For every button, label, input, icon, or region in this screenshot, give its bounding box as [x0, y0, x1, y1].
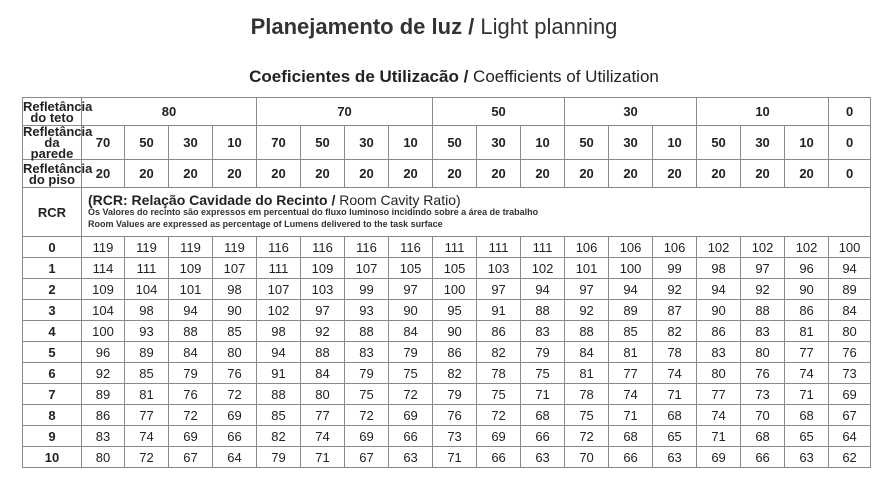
table-cell: 109 [301, 258, 345, 279]
table-cell: 104 [125, 279, 169, 300]
rcr-value: 5 [23, 342, 82, 363]
ceiling-value: 80 [82, 98, 257, 126]
table-cell: 116 [345, 237, 389, 258]
ceiling-value: 50 [433, 98, 565, 126]
table-cell: 82 [433, 363, 477, 384]
table-cell: 81 [565, 363, 609, 384]
ceiling-reflectance-row [23, 98, 871, 126]
table-cell: 84 [829, 300, 871, 321]
ceiling-value: 10 [697, 98, 829, 126]
table-cell: 76 [829, 342, 871, 363]
table-cell: 64 [213, 447, 257, 468]
table-cell: 74 [785, 363, 829, 384]
table-cell: 77 [697, 384, 741, 405]
table-cell: 114 [82, 258, 125, 279]
wall-value: 50 [301, 126, 345, 160]
wall-value: 10 [653, 126, 697, 160]
wall-value: 10 [785, 126, 829, 160]
floor-value: 20 [741, 160, 785, 188]
table-cell: 78 [653, 342, 697, 363]
table-cell: 88 [565, 321, 609, 342]
table-cell: 72 [477, 405, 521, 426]
wall-value: 50 [565, 126, 609, 160]
table-cell: 64 [829, 426, 871, 447]
table-cell: 65 [653, 426, 697, 447]
table-cell: 79 [345, 363, 389, 384]
table-cell: 106 [653, 237, 697, 258]
table-cell: 100 [82, 321, 125, 342]
wall-value: 50 [125, 126, 169, 160]
wall-value: 30 [741, 126, 785, 160]
table-cell: 71 [609, 405, 653, 426]
floor-value: 20 [785, 160, 829, 188]
wall-value: 10 [521, 126, 565, 160]
table-cell: 85 [257, 405, 301, 426]
table-cell: 86 [477, 321, 521, 342]
table-cell: 82 [653, 321, 697, 342]
table-cell: 100 [609, 258, 653, 279]
floor-value: 20 [477, 160, 521, 188]
table-cell: 93 [345, 300, 389, 321]
table-cell: 75 [565, 405, 609, 426]
table-cell: 68 [653, 405, 697, 426]
table-cell: 90 [697, 300, 741, 321]
table-cell: 74 [609, 384, 653, 405]
table-cell: 76 [169, 384, 213, 405]
table-cell: 98 [697, 258, 741, 279]
table-cell: 71 [785, 384, 829, 405]
table-cell: 68 [785, 405, 829, 426]
table-cell: 85 [213, 321, 257, 342]
floor-value: 20 [653, 160, 697, 188]
table-cell: 104 [82, 300, 125, 321]
table-cell: 72 [213, 384, 257, 405]
table-cell: 88 [169, 321, 213, 342]
rcr-value: 9 [23, 426, 82, 447]
table-cell: 68 [609, 426, 653, 447]
table-cell: 100 [829, 237, 871, 258]
table-cell: 81 [785, 321, 829, 342]
table-row [23, 237, 871, 258]
floor-value: 20 [697, 160, 741, 188]
table-row [23, 426, 871, 447]
table-cell: 102 [785, 237, 829, 258]
table-cell: 111 [521, 237, 565, 258]
table-cell: 94 [697, 279, 741, 300]
table-cell: 66 [213, 426, 257, 447]
table-cell: 97 [741, 258, 785, 279]
table-cell: 109 [82, 279, 125, 300]
table-cell: 102 [697, 237, 741, 258]
table-cell: 103 [301, 279, 345, 300]
table-cell: 98 [257, 321, 301, 342]
table-cell: 107 [213, 258, 257, 279]
table-cell: 89 [829, 279, 871, 300]
table-cell: 119 [82, 237, 125, 258]
table-cell: 94 [169, 300, 213, 321]
table-cell: 84 [565, 342, 609, 363]
table-cell: 71 [653, 384, 697, 405]
table-cell: 105 [433, 258, 477, 279]
wall-value: 30 [345, 126, 389, 160]
table-cell: 88 [345, 321, 389, 342]
table-cell: 91 [477, 300, 521, 321]
rcr-header-row [23, 188, 871, 237]
rcr-value: 1 [23, 258, 82, 279]
floor-value: 20 [389, 160, 433, 188]
table-cell: 80 [82, 447, 125, 468]
table-cell: 77 [785, 342, 829, 363]
table-cell: 80 [741, 342, 785, 363]
table-cell: 66 [609, 447, 653, 468]
table-cell: 81 [609, 342, 653, 363]
table-row [23, 363, 871, 384]
floor-reflectance-label: Refletância do piso [23, 160, 93, 187]
ceiling-reflectance-label: Refletância do teto [23, 98, 93, 125]
wall-reflectance-row [23, 126, 871, 160]
table-cell: 86 [433, 342, 477, 363]
table-cell: 97 [301, 300, 345, 321]
table-cell: 72 [565, 426, 609, 447]
table-cell: 63 [521, 447, 565, 468]
rcr-value: 10 [23, 447, 82, 468]
wall-value: 50 [697, 126, 741, 160]
table-row [23, 342, 871, 363]
table-cell: 65 [785, 426, 829, 447]
table-cell: 83 [82, 426, 125, 447]
table-cell: 69 [389, 405, 433, 426]
table-cell: 86 [82, 405, 125, 426]
table-cell: 94 [609, 279, 653, 300]
table-cell: 119 [213, 237, 257, 258]
table-cell: 85 [125, 363, 169, 384]
table-cell: 88 [741, 300, 785, 321]
table-cell: 71 [697, 426, 741, 447]
table-cell: 89 [125, 342, 169, 363]
table-cell: 101 [565, 258, 609, 279]
table-cell: 77 [125, 405, 169, 426]
table-cell: 95 [433, 300, 477, 321]
table-cell: 66 [521, 426, 565, 447]
table-cell: 69 [169, 426, 213, 447]
table-cell: 83 [697, 342, 741, 363]
table-cell: 79 [257, 447, 301, 468]
table-cell: 96 [82, 342, 125, 363]
rcr-value: 0 [23, 237, 82, 258]
coefficients-table [22, 97, 871, 468]
floor-value: 20 [301, 160, 345, 188]
table-cell: 90 [785, 279, 829, 300]
table-cell: 89 [609, 300, 653, 321]
table-cell: 88 [257, 384, 301, 405]
table-cell: 102 [521, 258, 565, 279]
table-cell: 92 [741, 279, 785, 300]
wall-value: 70 [257, 126, 301, 160]
table-cell: 72 [169, 405, 213, 426]
table-cell: 72 [125, 447, 169, 468]
table-cell: 79 [169, 363, 213, 384]
table-cell: 87 [653, 300, 697, 321]
table-row [23, 384, 871, 405]
floor-value: 20 [609, 160, 653, 188]
table-cell: 68 [741, 426, 785, 447]
wall-reflectance-label: Refletância da parede [23, 124, 93, 161]
floor-value: 20 [345, 160, 389, 188]
table-cell: 71 [301, 447, 345, 468]
table-cell: 66 [477, 447, 521, 468]
table-cell: 75 [477, 384, 521, 405]
table-cell: 77 [609, 363, 653, 384]
table-cell: 82 [257, 426, 301, 447]
table-cell: 92 [301, 321, 345, 342]
table-cell: 92 [565, 300, 609, 321]
ceiling-value: 70 [257, 98, 433, 126]
floor-value: 20 [257, 160, 301, 188]
wall-value: 30 [477, 126, 521, 160]
table-cell: 99 [653, 258, 697, 279]
rcr-value: 8 [23, 405, 82, 426]
table-cell: 69 [213, 405, 257, 426]
table-cell: 75 [521, 363, 565, 384]
table-cell: 83 [345, 342, 389, 363]
table-cell: 80 [213, 342, 257, 363]
table-cell: 86 [785, 300, 829, 321]
rcr-value: 4 [23, 321, 82, 342]
info-line-pt: Os Valores do recinto são expressos em percentual do fluxo luminoso incidindo sobre a área de trabalho [88, 207, 539, 217]
table-cell: 106 [609, 237, 653, 258]
wall-value: 10 [389, 126, 433, 160]
table-cell: 79 [521, 342, 565, 363]
table-cell: 84 [169, 342, 213, 363]
table-cell: 116 [389, 237, 433, 258]
table-cell: 67 [169, 447, 213, 468]
floor-value: 20 [565, 160, 609, 188]
table-cell: 111 [257, 258, 301, 279]
wall-value: 10 [213, 126, 257, 160]
table-cell: 79 [433, 384, 477, 405]
table-cell: 83 [741, 321, 785, 342]
table-cell: 69 [697, 447, 741, 468]
table-cell: 70 [565, 447, 609, 468]
table-cell: 89 [82, 384, 125, 405]
info-line-en: Room Values are expressed as percentage of Lumens delivered to the task surface [88, 219, 443, 229]
wall-value: 70 [82, 126, 125, 160]
table-cell: 63 [389, 447, 433, 468]
table-cell: 76 [741, 363, 785, 384]
table-cell: 116 [301, 237, 345, 258]
table-cell: 90 [389, 300, 433, 321]
table-cell: 73 [829, 363, 871, 384]
table-cell: 97 [565, 279, 609, 300]
ceiling-value: 0 [829, 98, 871, 126]
table-cell: 79 [389, 342, 433, 363]
table-cell: 71 [521, 384, 565, 405]
table-cell: 66 [389, 426, 433, 447]
rcr-value: 3 [23, 300, 82, 321]
wall-value: 30 [169, 126, 213, 160]
table-cell: 66 [741, 447, 785, 468]
table-cell: 99 [345, 279, 389, 300]
table-cell: 97 [477, 279, 521, 300]
table-cell: 119 [125, 237, 169, 258]
table-cell: 107 [345, 258, 389, 279]
table-cell: 72 [345, 405, 389, 426]
table-cell: 98 [213, 279, 257, 300]
table-cell: 85 [609, 321, 653, 342]
rcr-label: RCR [23, 188, 82, 237]
table-subtitle: Coeficientes de Utilizacão / Coefficients of Utilization [249, 67, 659, 86]
ceiling-value: 30 [565, 98, 697, 126]
table-cell: 88 [521, 300, 565, 321]
table-row [23, 447, 871, 468]
rcr-value: 7 [23, 384, 82, 405]
table-cell: 80 [301, 384, 345, 405]
table-cell: 73 [433, 426, 477, 447]
wall-value: 0 [829, 126, 871, 160]
page-title: Planejamento de luz / Light planning [250, 14, 618, 39]
table-row [23, 321, 871, 342]
table-cell: 94 [521, 279, 565, 300]
table-cell: 67 [829, 405, 871, 426]
table-row [23, 405, 871, 426]
table-cell: 69 [345, 426, 389, 447]
table-cell: 75 [389, 363, 433, 384]
table-cell: 90 [433, 321, 477, 342]
table-row [23, 300, 871, 321]
table-cell: 74 [125, 426, 169, 447]
table-cell: 82 [477, 342, 521, 363]
floor-value: 20 [521, 160, 565, 188]
table-cell: 116 [257, 237, 301, 258]
table-cell: 74 [653, 363, 697, 384]
table-row [23, 258, 871, 279]
floor-value: 20 [82, 160, 125, 188]
table-cell: 100 [433, 279, 477, 300]
table-cell: 94 [257, 342, 301, 363]
table-cell: 73 [741, 384, 785, 405]
floor-value: 20 [433, 160, 477, 188]
table-cell: 91 [257, 363, 301, 384]
wall-value: 50 [433, 126, 477, 160]
table-cell: 74 [697, 405, 741, 426]
table-cell: 76 [213, 363, 257, 384]
floor-value: 0 [829, 160, 871, 188]
table-cell: 76 [433, 405, 477, 426]
table-cell: 92 [653, 279, 697, 300]
table-cell: 96 [785, 258, 829, 279]
table-cell: 84 [389, 321, 433, 342]
table-cell: 97 [389, 279, 433, 300]
rcr-info: (RCR: Relação Cavidade do Recinto / Room Cavity Ratio) Os Valores do recinto são expressos em percentual do fluxo luminoso incidindo sobre a área de trabalho Room Values are expressed as percentage of Lumens delivered to the task surface [82, 188, 871, 237]
table-cell: 69 [829, 384, 871, 405]
floor-value: 20 [125, 160, 169, 188]
table-cell: 75 [345, 384, 389, 405]
floor-reflectance-row [23, 160, 871, 188]
table-cell: 93 [125, 321, 169, 342]
table-cell: 119 [169, 237, 213, 258]
table-cell: 63 [653, 447, 697, 468]
wall-value: 30 [609, 126, 653, 160]
table-cell: 62 [829, 447, 871, 468]
table-cell: 103 [477, 258, 521, 279]
table-cell: 92 [82, 363, 125, 384]
rcr-value: 2 [23, 279, 82, 300]
table-cell: 71 [433, 447, 477, 468]
table-cell: 80 [697, 363, 741, 384]
table-cell: 111 [125, 258, 169, 279]
floor-value: 20 [213, 160, 257, 188]
table-cell: 74 [301, 426, 345, 447]
table-cell: 88 [301, 342, 345, 363]
table-cell: 107 [257, 279, 301, 300]
table-cell: 78 [477, 363, 521, 384]
table-cell: 72 [389, 384, 433, 405]
table-cell: 109 [169, 258, 213, 279]
table-cell: 77 [301, 405, 345, 426]
table-cell: 78 [565, 384, 609, 405]
table-cell: 83 [521, 321, 565, 342]
table-cell: 101 [169, 279, 213, 300]
table-cell: 94 [829, 258, 871, 279]
table-cell: 98 [125, 300, 169, 321]
table-cell: 102 [741, 237, 785, 258]
rcr-value: 6 [23, 363, 82, 384]
table-cell: 67 [345, 447, 389, 468]
table-cell: 81 [125, 384, 169, 405]
table-cell: 68 [521, 405, 565, 426]
table-cell: 80 [829, 321, 871, 342]
table-cell: 111 [477, 237, 521, 258]
table-row [23, 279, 871, 300]
table-cell: 63 [785, 447, 829, 468]
table-cell: 90 [213, 300, 257, 321]
table-cell: 111 [433, 237, 477, 258]
floor-value: 20 [169, 160, 213, 188]
table-cell: 102 [257, 300, 301, 321]
table-cell: 84 [301, 363, 345, 384]
table-cell: 69 [477, 426, 521, 447]
table-cell: 86 [697, 321, 741, 342]
table-cell: 105 [389, 258, 433, 279]
table-cell: 106 [565, 237, 609, 258]
table-cell: 70 [741, 405, 785, 426]
